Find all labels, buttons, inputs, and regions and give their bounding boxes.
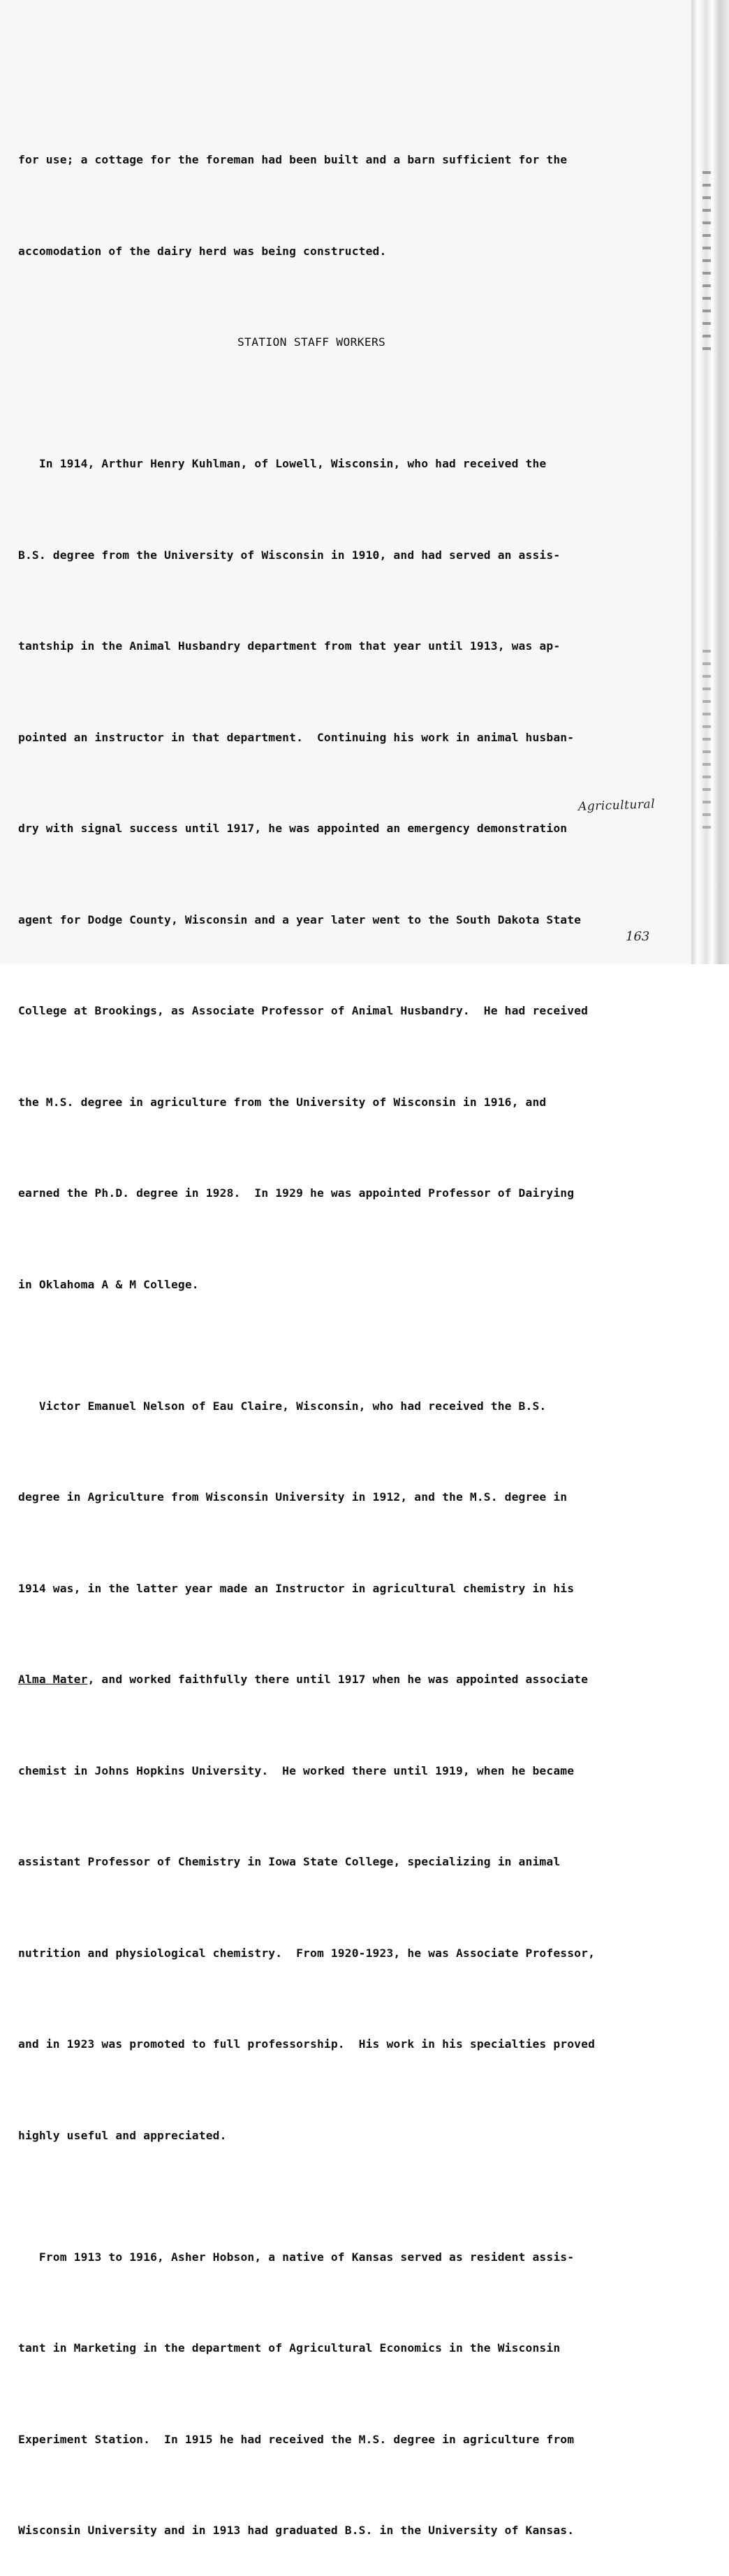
text-line: 1914 was, in the latter year made an Instructor in agricultural chemistry in his [18,1581,575,1595]
text-line [18,1664,615,1695]
text-line: highly useful and appreciated. [18,2128,227,2142]
handwritten-insertion: Agricultural [577,797,656,814]
text-line: agent for Dodge County, Wisconsin and a year later went to the South Dakota State [18,912,582,926]
text-line: B.S. degree from the University of Wisconsin in 1910, and had served an assis- [18,548,561,562]
text-line: Experiment Station. In 1915 he had received the M.S. degree in agriculture from [18,2432,575,2446]
text-line: degree in Agriculture from Wisconsin University in 1912, and the M.S. degree in [18,1490,568,1504]
text-line: From 1913 to 1916, Asher Hobson, a native of Kansas served as resident assis- [18,2250,575,2264]
underlined-phrase: Alma Mater [18,1673,88,1686]
text-line: chemist in Johns Hopkins University. He worked there until 1919, when he became [18,1763,575,1777]
page-number: 163 [626,929,650,944]
section-heading: STATION STAFF WORKERS [237,335,386,349]
text-line: the M.S. degree in agriculture from the University of Wisconsin in 1916, and [18,1095,547,1109]
text-line: dry with signal success until 1917, he was appointed an emergency demonstration [18,822,568,835]
text-line: assistant Professor of Chemistry in Iowa State College, specializing in animal [18,1855,561,1868]
text-fragment: , and worked faithfully there until 1917 when he was appointed associate [87,1673,589,1686]
text-line: accomodation of the dairy herd was being constructed. [18,244,387,258]
text-line: nutrition and physiological chemistry. From 1920-1923, he was Associate Professor, [18,1946,596,1960]
text-line: In 1914, Arthur Henry Kuhlman, of Lowell, Wisconsin, who had received the [18,457,547,470]
text-line: tant in Marketing in the department of Agricultural Economics in the Wisconsin [18,2341,561,2355]
typewritten-text [18,84,615,2576]
text-line: Victor Emanuel Nelson of Eau Claire, Wisconsin, who had received the B.S. [18,1399,547,1413]
text-line: pointed an instructor in that department. Continuing his work in animal husban- [18,730,575,744]
page-edge-marks-upper [702,171,711,353]
text-line: for use; a cottage for the foreman had been built and a barn sufficient for the [18,153,568,166]
text-line: and in 1923 was promoted to full professorship. His work in his specialties proved [18,2037,596,2051]
text-line: Wisconsin University and in 1913 had graduated B.S. in the University of Kansas. [18,2524,575,2537]
text-line: tantship in the Animal Husbandry department from that year until 1913, was ap- [18,639,561,653]
text-line: earned the Ph.D. degree in 1928. In 1929 he was appointed Professor of Dairying [18,1186,575,1200]
text-line: College at Brookings, as Associate Professor of Animal Husbandry. He had received [18,1004,589,1017]
page-edge-marks-lower [702,650,711,838]
text-line: in Oklahoma A & M College. [18,1277,199,1291]
